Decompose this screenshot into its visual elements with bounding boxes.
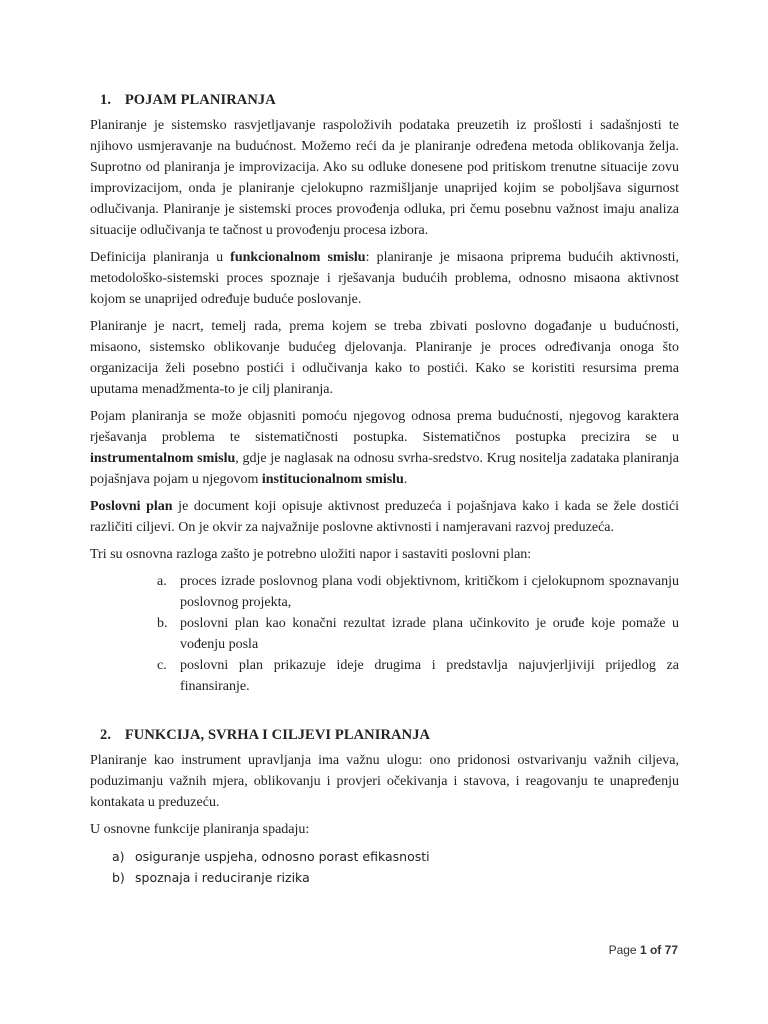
section-1-paragraph-3: Planiranje je nacrt, temelj rada, prema kojem se treba zbivati poslovno događanje u budućnosti, misaono, sistemsko oblikovanje budućeg djelovanja. Planiranje je proces određivanja onoga što organizacija želi posebno postići i odlučivanja kako to postići. Kako se koristiti resursima prema uputama menadžmenta-to je cilj planiranja. — [90, 319, 679, 397]
page-number-footer — [609, 943, 678, 957]
list-item-text: spoznaja i reduciranje rizika — [135, 870, 310, 885]
section-2-number: 2. — [100, 727, 112, 743]
list-item — [90, 613, 679, 655]
list-item — [90, 867, 679, 888]
section-2-paragraph-2: U osnovne funkcije planiranja spadaju: — [90, 822, 310, 837]
functions-list — [90, 846, 679, 888]
list-marker: b) — [112, 870, 125, 885]
section-2-title: FUNKCIJA, SVRHA I CILJEVI PLANIRANJA — [124, 727, 431, 743]
section-1-paragraph-5 — [90, 496, 679, 538]
paragraph-text: Definicija planiranja u — [90, 250, 231, 265]
bold-term-institutional: institucionalnom smislu — [261, 472, 404, 487]
paragraph-text: : planiranje je misaona priprema budućih aktivnosti, metodološko-sistemski proces spoznaje i rješavanja budućih problema, odnosno misaona aktivnost kojom se unaprijed određuje buduće poslovanje. — [90, 250, 679, 307]
of-label: of — [649, 943, 662, 957]
page-label: Page — [608, 943, 637, 957]
paragraph-text: je document koji opisuje aktivnost preduzeća i pojašnjava kako i kada se žele dostići različiti ciljevi. On je okvir za najvažnije poslovne aktivnosti i namjeravani razvoj preduzeća. — [90, 499, 679, 535]
section-1-paragraph-2 — [90, 247, 679, 310]
total-pages-number: 77 — [664, 943, 678, 957]
section-1-number: 1. — [100, 92, 112, 108]
list-item-text: osiguranje uspjeha, odnosno porast efikasnosti — [135, 849, 430, 864]
list-item-text: poslovni plan prikazuje ideje drugima i predstavlja najuvjerljiviji prijedlog za finansiranje. — [180, 658, 679, 694]
list-item — [90, 571, 679, 613]
bold-term-functional: funkcionalnom smislu — [230, 250, 366, 265]
bold-term-business-plan: Poslovni plan — [90, 499, 173, 514]
list-marker: a) — [112, 849, 125, 864]
section-2-heading — [100, 727, 679, 744]
paragraph-text: . — [403, 472, 408, 487]
current-page-number: 1 — [639, 943, 647, 957]
section-spacer — [90, 703, 679, 727]
section-2-paragraph-1: Planiranje kao instrument upravljanja ima važnu ulogu: ono pridonosi ostvarivanju važnih ciljeva, poduzimanju važnih mjera, oblikovanju i provjeri očekivanja i stavova, i reagovanju te unapređenju kontakata u preduzeću. — [90, 753, 679, 810]
paragraph-text: , gdje je naglasak na odnosu svrha-sredstvo. Krug nositelja zadataka planiranja pojašnjava pojam u njegovom — [90, 451, 679, 487]
page-content — [90, 92, 679, 894]
reasons-list — [90, 571, 679, 697]
list-marker: a. — [157, 574, 167, 589]
list-marker: b. — [157, 616, 168, 631]
list-item — [90, 655, 679, 697]
paragraph-text: Pojam planiranja se može objasniti pomoću njegovog odnosa prema budućnosti, njegovog karaktera rješavanja problema te sistematičnosti postupka. Sistematičnos postupka precizira se u — [90, 409, 679, 445]
section-1-paragraph-4 — [90, 406, 679, 490]
list-item — [90, 846, 679, 867]
list-marker: c. — [157, 658, 167, 673]
section-1-heading — [100, 92, 679, 109]
section-1-title: POJAM PLANIRANJA — [124, 92, 276, 108]
list-item-text: poslovni plan kao konačni rezultat izrade plana učinkovito je oruđe koje pomaže u vođenju posla — [180, 616, 679, 652]
section-1-paragraph-6: Tri su osnovna razloga zašto je potrebno uložiti napor i sastaviti poslovni plan: — [90, 547, 532, 562]
bold-term-instrumental: instrumentalnom smislu — [90, 451, 236, 466]
section-1-paragraph-1: Planiranje je sistemsko rasvjetljavanje raspoloživih podataka preuzetih iz prošlosti i sadašnjosti te njihovo usmjeravanje na budućnost. Možemo reći da je planiranje određena metoda oblikovanja želja. Suprotno od planiranja je improvizacija. Ako su odluke donesene pod pritiskom trenutne situacije zovu improvizacijom, onda je planiranje cjelokupno razmišljanje unaprijed kojim se poboljšava sigurnost odlučivanja. Planiranje je sistemski proces provođenja odluka, pri čemu posebnu važnost imaju analiza situacije odlučivanja te tačnost u provođenju procesa izbora. — [90, 118, 679, 238]
list-item-text: proces izrade poslovnog plana vodi objektivnom, kritičkom i cjelokupnom spoznavanju poslovnog projekta, — [180, 574, 679, 610]
